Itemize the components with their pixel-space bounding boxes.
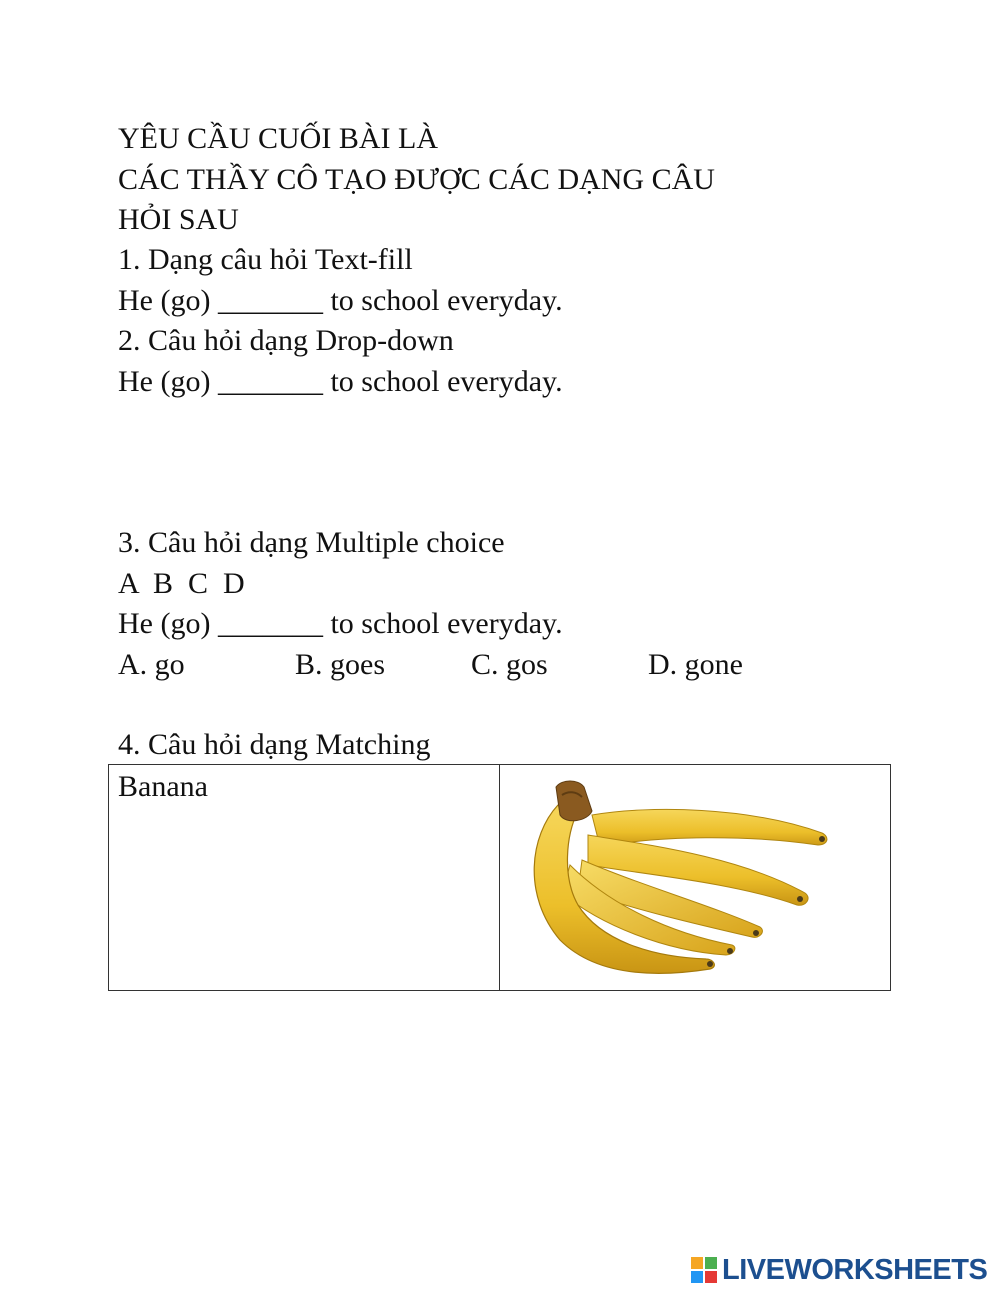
matching-left-cell [109, 765, 500, 991]
liveworksheets-logo-icon [690, 1256, 718, 1284]
header-line-1: YÊU CẦU CUỐI BÀI LÀ [118, 122, 438, 155]
question-2-title: 2. Câu hỏi dạng Drop-down [118, 324, 454, 357]
question-3-letters: A B C D [118, 567, 245, 600]
question-2-sentence: He (go) _______ to school everyday. [118, 365, 563, 398]
header-line-3: HỎI SAU [118, 203, 239, 236]
matching-word: Banana [118, 770, 208, 803]
question-3-sentence: He (go) _______ to school everyday. [118, 607, 563, 640]
question-1-sentence: He (go) _______ to school everyday. [118, 284, 563, 317]
choice-c: C. gos [471, 648, 548, 681]
question-3-title: 3. Câu hỏi dạng Multiple choice [118, 526, 505, 559]
question-3-choices [118, 645, 818, 685]
choice-a: A. go [118, 648, 185, 681]
liveworksheets-watermark [690, 1252, 987, 1288]
choice-d: D. gone [648, 648, 743, 681]
matching-table [108, 764, 891, 991]
choice-b: B. goes [295, 648, 385, 681]
question-4-title: 4. Câu hỏi dạng Matching [118, 728, 431, 761]
matching-row [109, 765, 891, 991]
matching-right-cell [500, 765, 891, 991]
watermark-text: LIVEWORKSHEETS [722, 1253, 988, 1286]
header-line-2: CÁC THẦY CÔ TẠO ĐƯỢC CÁC DẠNG CÂU [118, 163, 715, 196]
banana-image [500, 765, 890, 985]
question-1-title: 1. Dạng câu hỏi Text-fill [118, 243, 413, 276]
